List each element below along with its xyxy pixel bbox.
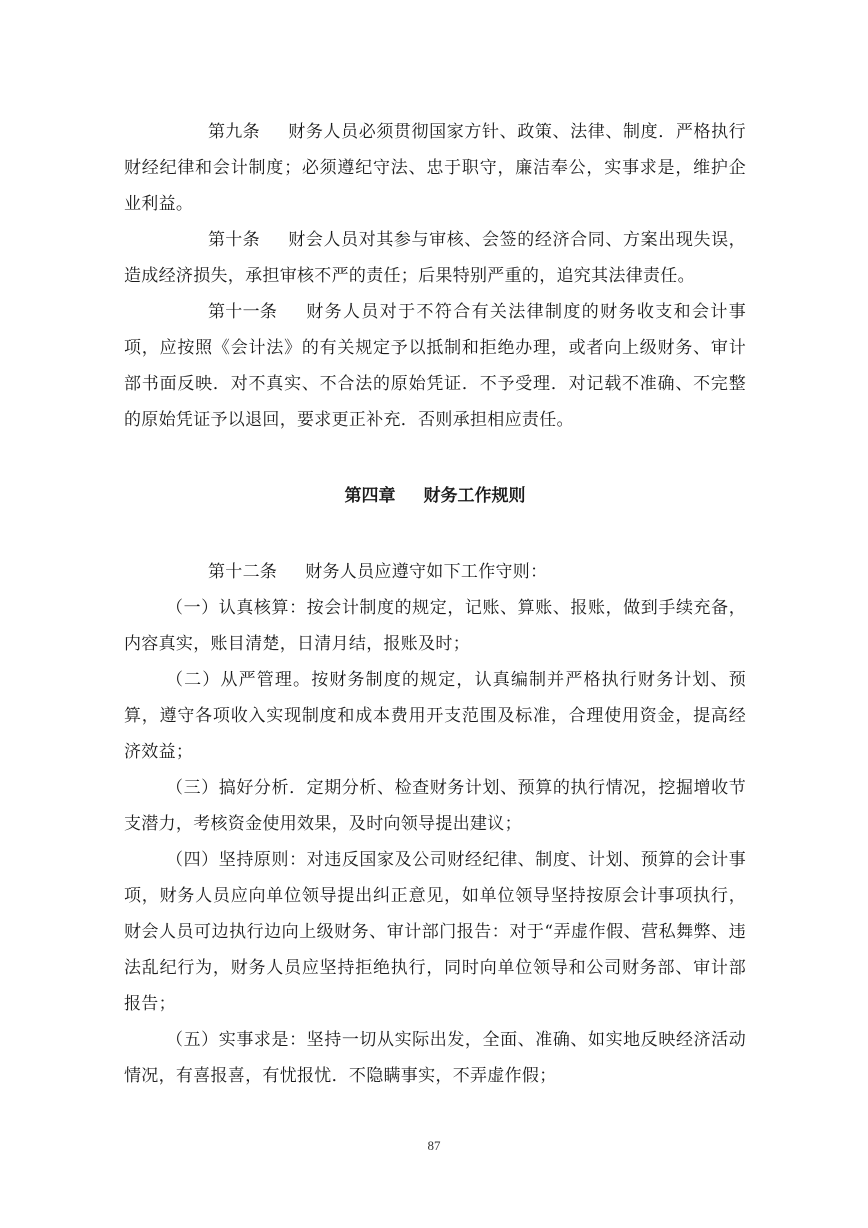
article-label: 第十条 (208, 230, 260, 250)
article-12 (124, 554, 746, 590)
chapter-heading (124, 478, 746, 514)
article-10 (124, 222, 746, 294)
article-text: 财会人员对其参与审核、会签的经济合同、方案出现失误，造成经济损失，承担审核不严的责任；后果特别严重的，追究其法律责任。 (124, 230, 746, 286)
rule-item: （三）搞好分析．定期分析、检查财务计划、预算的执行情况，挖掘增收节支潜力，考核资金使用效果，及时向领导提出建议； (124, 778, 746, 834)
page-number: 87 (427, 1138, 441, 1153)
rule-item: （二）从严管理。按财务制度的规定，认真编制并严格执行财务计划、预算，遵守各项收入实现制度和成本费用开支范围及标准，合理使用资金，提高经济效益； (124, 670, 746, 762)
article-text: 财务人员必须贯彻国家方针、政策、法律、制度．严格执行财经纪律和会计制度；必须遵纪守法、忠于职守，廉洁奉公，实事求是，维护企业利益。 (124, 122, 746, 214)
article-text: 财务人员应遵守如下工作守则： (305, 562, 548, 582)
article-label: 第十一条 (208, 302, 278, 322)
article-11 (124, 294, 746, 438)
chapter-title: 财务工作规则 (423, 486, 526, 506)
rule-item: （一）认真核算：按会计制度的规定，记账、算账、报账，做到手续充备，内容真实，账目清楚，日清月结，报账及时； (124, 598, 746, 654)
article-text: 财务人员对于不符合有关法律制度的财务收支和会计事项，应按照《会计法》的有关规定予以抵制和拒绝办理，或者向上级财务、审计部书面反映．对不真实、不合法的原始凭证．不予受理．对记载不准确、不完整的原始凭证予以退回，要求更正补充．否则承担相应责任。 (124, 302, 746, 430)
article-label: 第十二条 (208, 562, 278, 582)
article-label: 第九条 (208, 122, 260, 142)
chapter-number: 第四章 (344, 486, 396, 506)
rule-item: （四）坚持原则：对违反国家及公司财经纪律、制度、计划、预算的会计事项，财务人员应向单位领导提出纠正意见，如单位领导坚持按原会计事项执行，财会人员可边执行边向上级财务、审计部门报告：对于“弄虚作假、营私舞弊、违法乱纪行为，财务人员应坚持拒绝执行，同时向单位领导和公司财务部、审计部报告； (124, 850, 746, 1014)
article-9 (124, 114, 746, 222)
rule-item: （五）实事求是：坚持一切从实际出发，全面、准确、如实地反映经济活动情况，有喜报喜，有忧报忧．不隐瞒事实，不弄虚作假； (124, 1030, 746, 1086)
page-body (124, 114, 746, 1094)
